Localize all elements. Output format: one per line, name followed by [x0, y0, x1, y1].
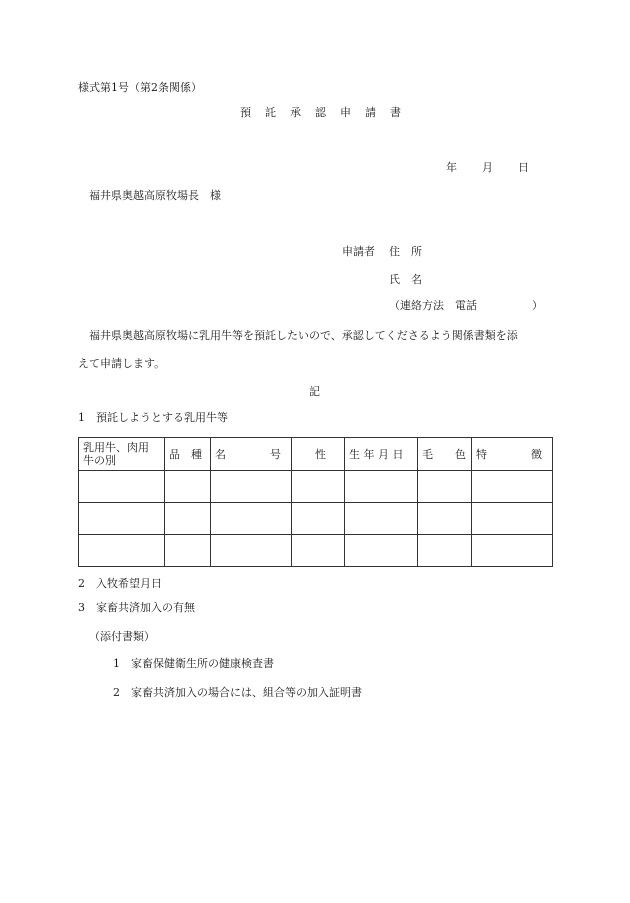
title-char: 請 — [365, 106, 376, 119]
title-char: 申 — [340, 106, 351, 119]
section-3-heading: 3 家畜共済加入の有無 — [78, 601, 195, 614]
table-cell[interactable] — [472, 503, 553, 535]
header-line: 乳用牛、肉用 — [83, 441, 149, 454]
header-breed: 品 種 — [165, 438, 211, 471]
title-char: 承 — [290, 106, 301, 119]
form-number: 様式第1号（第2条関係） — [78, 81, 202, 94]
attachment-item: 2 家畜共済加入の場合には、組合等の加入証明書 — [113, 686, 362, 699]
table-cell[interactable] — [292, 471, 345, 503]
address-label: 住 所 — [389, 245, 422, 258]
table-cell[interactable] — [472, 471, 553, 503]
table-cell[interactable] — [418, 503, 472, 535]
applicant-label: 申請者 — [342, 245, 375, 258]
table-cell[interactable] — [211, 503, 292, 535]
header-name: 名 号 — [211, 438, 292, 471]
table-cell[interactable] — [292, 503, 345, 535]
table-row — [79, 503, 553, 535]
name-label: 氏 名 — [389, 273, 422, 286]
table-cell[interactable] — [211, 535, 292, 567]
table-row — [79, 535, 553, 567]
body-text-line-1: 福井県奥越高原牧場に乳用牛等を預託したいので、承認してくださるよう関係書類を添 — [89, 329, 518, 342]
title-char: 託 — [265, 106, 276, 119]
title-char: 預 — [240, 106, 251, 119]
table-cell[interactable] — [211, 471, 292, 503]
table-cell[interactable] — [165, 503, 211, 535]
section-2-heading: 2 入牧希望月日 — [78, 577, 162, 590]
table-header-row — [79, 438, 553, 471]
table-cell[interactable] — [79, 471, 165, 503]
date-month: 月 — [482, 161, 493, 174]
table-cell[interactable] — [79, 535, 165, 567]
header-features: 特 徴 — [472, 438, 553, 471]
table-cell[interactable] — [345, 503, 418, 535]
date-year: 年 — [446, 161, 457, 174]
table-cell[interactable] — [472, 535, 553, 567]
body-text-line-2: えて申請します。 — [78, 357, 166, 370]
header-sex: 性 — [292, 438, 345, 471]
document-title — [240, 106, 415, 120]
title-char: 認 — [315, 106, 326, 119]
cattle-table — [78, 437, 553, 567]
table-cell[interactable] — [345, 471, 418, 503]
attachment-item: 1 家畜保健衛生所の健康検査書 — [113, 657, 274, 670]
table-cell[interactable] — [418, 471, 472, 503]
table-cell[interactable] — [292, 535, 345, 567]
table-cell[interactable] — [79, 503, 165, 535]
date-line — [446, 161, 529, 175]
header-coat-color: 毛 色 — [418, 438, 472, 471]
table-cell[interactable] — [418, 535, 472, 567]
table-row — [79, 471, 553, 503]
attachments-heading: （添付書類） — [89, 630, 155, 643]
table-cell[interactable] — [345, 535, 418, 567]
table-cell[interactable] — [165, 535, 211, 567]
contact-line: （連絡方法 電話 ） — [389, 299, 543, 312]
title-char: 書 — [390, 106, 401, 119]
header-cattle-type — [79, 438, 165, 471]
date-day: 日 — [518, 161, 529, 174]
header-birthdate: 生 年 月 日 — [345, 438, 418, 471]
section-1-heading: 1 預託しようとする乳用牛等 — [78, 411, 228, 424]
header-line: 牛の別 — [83, 454, 116, 467]
table-cell[interactable] — [165, 471, 211, 503]
addressee: 福井県奥越高原牧場長 様 — [89, 189, 221, 202]
ki-heading: 記 — [309, 385, 320, 398]
